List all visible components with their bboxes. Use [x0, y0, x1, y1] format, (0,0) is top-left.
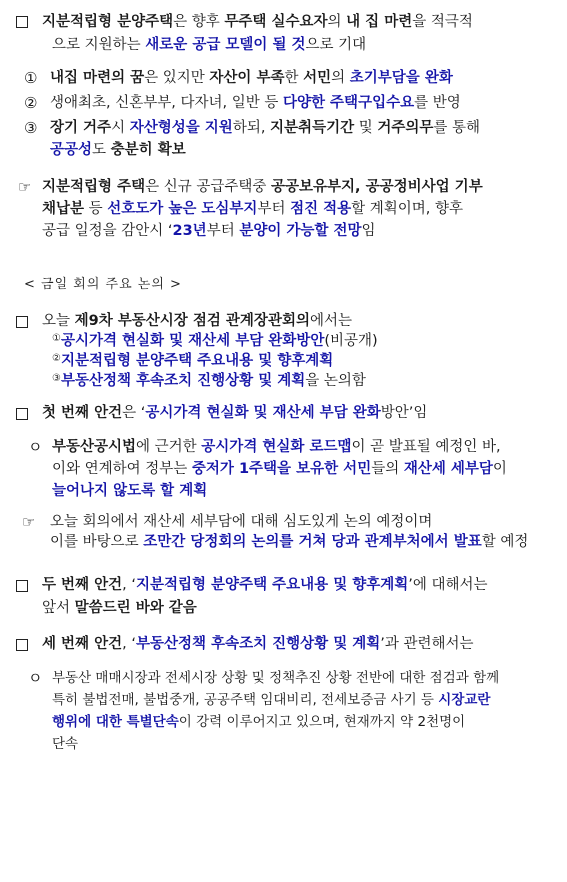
text-segment: 두 번째 안건	[42, 577, 123, 593]
text-segment: 말씀드린 바와 같음	[74, 600, 197, 616]
text-segment: 방안’임	[380, 405, 428, 421]
text-segment: 할 계획이며, 향후	[351, 201, 464, 217]
text-segment: 을 적극적	[412, 14, 473, 30]
s6-c2	[52, 690, 490, 710]
s2-line3	[42, 221, 375, 241]
text-segment: 부동산정책 후속조치 진행상황 및 계획	[60, 373, 306, 389]
text-segment: 지분적립형 분양주택	[42, 14, 174, 30]
text-segment: 늘어나지 않도록 할 계획	[52, 483, 208, 499]
num-marker-1: ①	[24, 69, 38, 87]
text-segment: 공시가격 현실화 및 재산세 부담 완화	[145, 405, 381, 421]
text-segment: 및	[354, 120, 378, 136]
s5-line1	[42, 575, 488, 595]
text-segment: 이	[492, 461, 507, 477]
sup-mark-3: ③	[52, 373, 61, 384]
text-segment: 조만간 당정회의 논의를 거쳐 당과 관계부처에서 발표	[143, 534, 482, 550]
text-segment: 23년	[172, 223, 207, 239]
text-segment: 내집 마련의 꿈	[50, 70, 145, 86]
square-bullet	[16, 636, 28, 656]
text-segment: 오늘 회의에서 재산세 세부담에 대해 심도있게 논의 예정이며	[50, 514, 433, 530]
s4-c2	[52, 459, 507, 479]
text-segment: (비공개)	[324, 333, 378, 349]
s3-item-3-text	[61, 373, 366, 389]
text-segment: 부터	[206, 223, 240, 239]
text-segment: 앞서	[42, 600, 75, 616]
num-marker-3: ③	[24, 119, 38, 137]
text-segment: 공시가격 현실화 로드맵	[201, 439, 352, 455]
text-segment: 단속	[52, 736, 79, 752]
s1-item-3-cont	[50, 140, 186, 160]
text-segment: 제9차 부동산시장 점검 관계장관회의	[74, 313, 310, 329]
s4-c3	[52, 481, 207, 501]
text-segment: 장기 거주	[50, 120, 112, 136]
text-segment: 부동산정책 후속조치 진행상황 및 계획	[135, 636, 381, 652]
s4-c1	[52, 437, 501, 457]
num-marker-2: ②	[24, 94, 38, 112]
text-segment: 새로운 공급 모델이 될 것	[145, 37, 306, 53]
text-segment: 이를 바탕으로	[50, 534, 144, 550]
text-segment: 에서는	[309, 313, 352, 329]
text-segment: 부동산공시법	[52, 439, 137, 455]
text-segment: 첫 번째 안건	[42, 405, 123, 421]
s3-item-2	[52, 351, 333, 371]
s6-c4	[52, 734, 78, 754]
text-segment: 을 논의함	[305, 373, 366, 389]
meeting-topics-label: < 금일 회의 주요 논의 >	[24, 277, 182, 292]
text-segment: 지분취득기간	[270, 120, 355, 136]
text-segment: 서민	[303, 70, 332, 86]
text-segment: 하되,	[232, 120, 271, 136]
s1-item-2	[50, 93, 461, 113]
text-segment: 행위에 대한 특별단속	[52, 714, 179, 730]
text-segment: 으로 지원하는	[52, 37, 146, 53]
text-segment: 생애최초, 신혼부부, 다자녀, 일반 등	[50, 95, 283, 111]
s1-item-1	[50, 68, 453, 88]
text-segment: 시장교란	[438, 692, 491, 708]
s6-c3	[52, 712, 465, 732]
text-segment: 임	[361, 223, 376, 239]
s3-item-2-text	[61, 353, 333, 369]
text-segment: 시	[111, 120, 130, 136]
pointing-hand-icon: ☞	[22, 513, 36, 531]
s3-item-3	[52, 371, 366, 391]
s4-line1	[42, 403, 427, 423]
text-segment: 지분적립형 주택	[42, 179, 146, 195]
text-segment: 자산이 부족	[209, 70, 285, 86]
text-segment: 들의	[371, 461, 404, 477]
text-segment: 를 반영	[414, 95, 461, 111]
s2-line2	[42, 199, 463, 219]
square-bullet	[16, 405, 28, 425]
text-segment: ’과 관련해서는	[380, 636, 474, 652]
text-segment: 오늘	[42, 313, 75, 329]
text-segment: 채납분	[42, 201, 85, 217]
text-segment: 의	[331, 70, 350, 86]
text-segment: 으로 기대	[305, 37, 367, 53]
square-bullet	[16, 577, 28, 597]
text-segment: 이와 연계하여 정부는	[52, 461, 192, 477]
text-segment: 충분히 확보	[110, 142, 186, 158]
text-segment: 특히 불법전매, 불법중개, 공공주택 임대비리, 전세보증금 사기 등	[52, 692, 439, 708]
square-bullet	[16, 313, 28, 333]
text-segment: 은 있지만	[144, 70, 210, 86]
s1-item-3	[50, 118, 480, 138]
text-segment: 할 예정	[481, 534, 529, 550]
text-segment: 이 강력 이루어지고 있으며, 현재까지 약 2천명이	[178, 714, 466, 730]
sup-mark-1: ①	[52, 333, 61, 344]
circle-bullet: ㅇ	[28, 438, 43, 456]
s1-line2	[52, 35, 366, 55]
text-segment: 은 향후	[173, 14, 225, 30]
text-segment: 분양이 가능할 전망	[239, 223, 362, 239]
pointing-hand-icon: ☞	[18, 178, 32, 196]
circle-bullet: ㅇ	[28, 669, 43, 687]
text-segment: 점진 적용	[290, 201, 352, 217]
text-segment: 은 신규 공급주택중	[145, 179, 271, 195]
s3-item-1-text	[61, 333, 378, 349]
text-segment: 공시가격 현실화 및 재산세 부담 완화방안	[60, 333, 325, 349]
text-segment: 초기부담을 완화	[349, 70, 453, 86]
text-segment: 은 ‘	[122, 405, 146, 421]
text-segment: 공공성	[50, 142, 93, 158]
text-segment: 부동산 매매시장과 전세시장 상황 및 정책추진 상황 전반에 대한 점검과 함께	[52, 670, 500, 686]
s5-line2	[42, 598, 197, 618]
text-segment: 등	[84, 201, 108, 217]
text-segment: 에 근거한	[136, 439, 202, 455]
text-segment: 중저가 1주택을 보유한 서민	[191, 461, 372, 477]
text-segment: 공급 일정을 감안시 ‘	[42, 223, 173, 239]
text-segment: 를 통해	[433, 120, 480, 136]
s6-c1	[52, 668, 499, 688]
text-segment: 공공보유부지, 공공정비사업 기부	[271, 179, 483, 195]
text-segment: 다양한 주택구입수요	[282, 95, 415, 111]
text-segment: 지분적립형 분양주택 주요내용 및 향후계획	[135, 577, 409, 593]
text-segment: 부터	[257, 201, 291, 217]
text-segment: 세 번째 안건	[42, 636, 123, 652]
text-segment: 거주의무	[377, 120, 434, 136]
text-segment: 이 곧 발표될 예정인 바,	[351, 439, 501, 455]
s4-h2	[50, 532, 528, 552]
s1-line1	[42, 12, 473, 32]
text-segment: 무주택 실수요자	[224, 14, 328, 30]
text-segment: , ‘	[122, 577, 136, 593]
text-segment: 재산세 세부담	[403, 461, 493, 477]
s3-item-1	[52, 331, 378, 351]
text-segment: 의	[327, 14, 347, 30]
text-segment: ’에 대해서는	[408, 577, 488, 593]
square-bullet	[16, 13, 28, 33]
s4-h1	[50, 512, 432, 532]
text-segment: 선호도가 높은 도심부지	[107, 201, 258, 217]
text-segment: 내 집 마련	[346, 14, 413, 30]
sup-mark-2: ②	[52, 353, 61, 364]
text-segment: 한	[284, 70, 304, 86]
text-segment: 도	[92, 142, 111, 158]
text-segment: 자산형성을 지원	[129, 120, 233, 136]
s6-line1	[42, 634, 474, 654]
s3-line1	[42, 311, 352, 331]
text-segment: , ‘	[122, 636, 136, 652]
s2-line1	[42, 177, 483, 197]
text-segment: 지분적립형 분양주택 주요내용 및 향후계획	[60, 353, 334, 369]
